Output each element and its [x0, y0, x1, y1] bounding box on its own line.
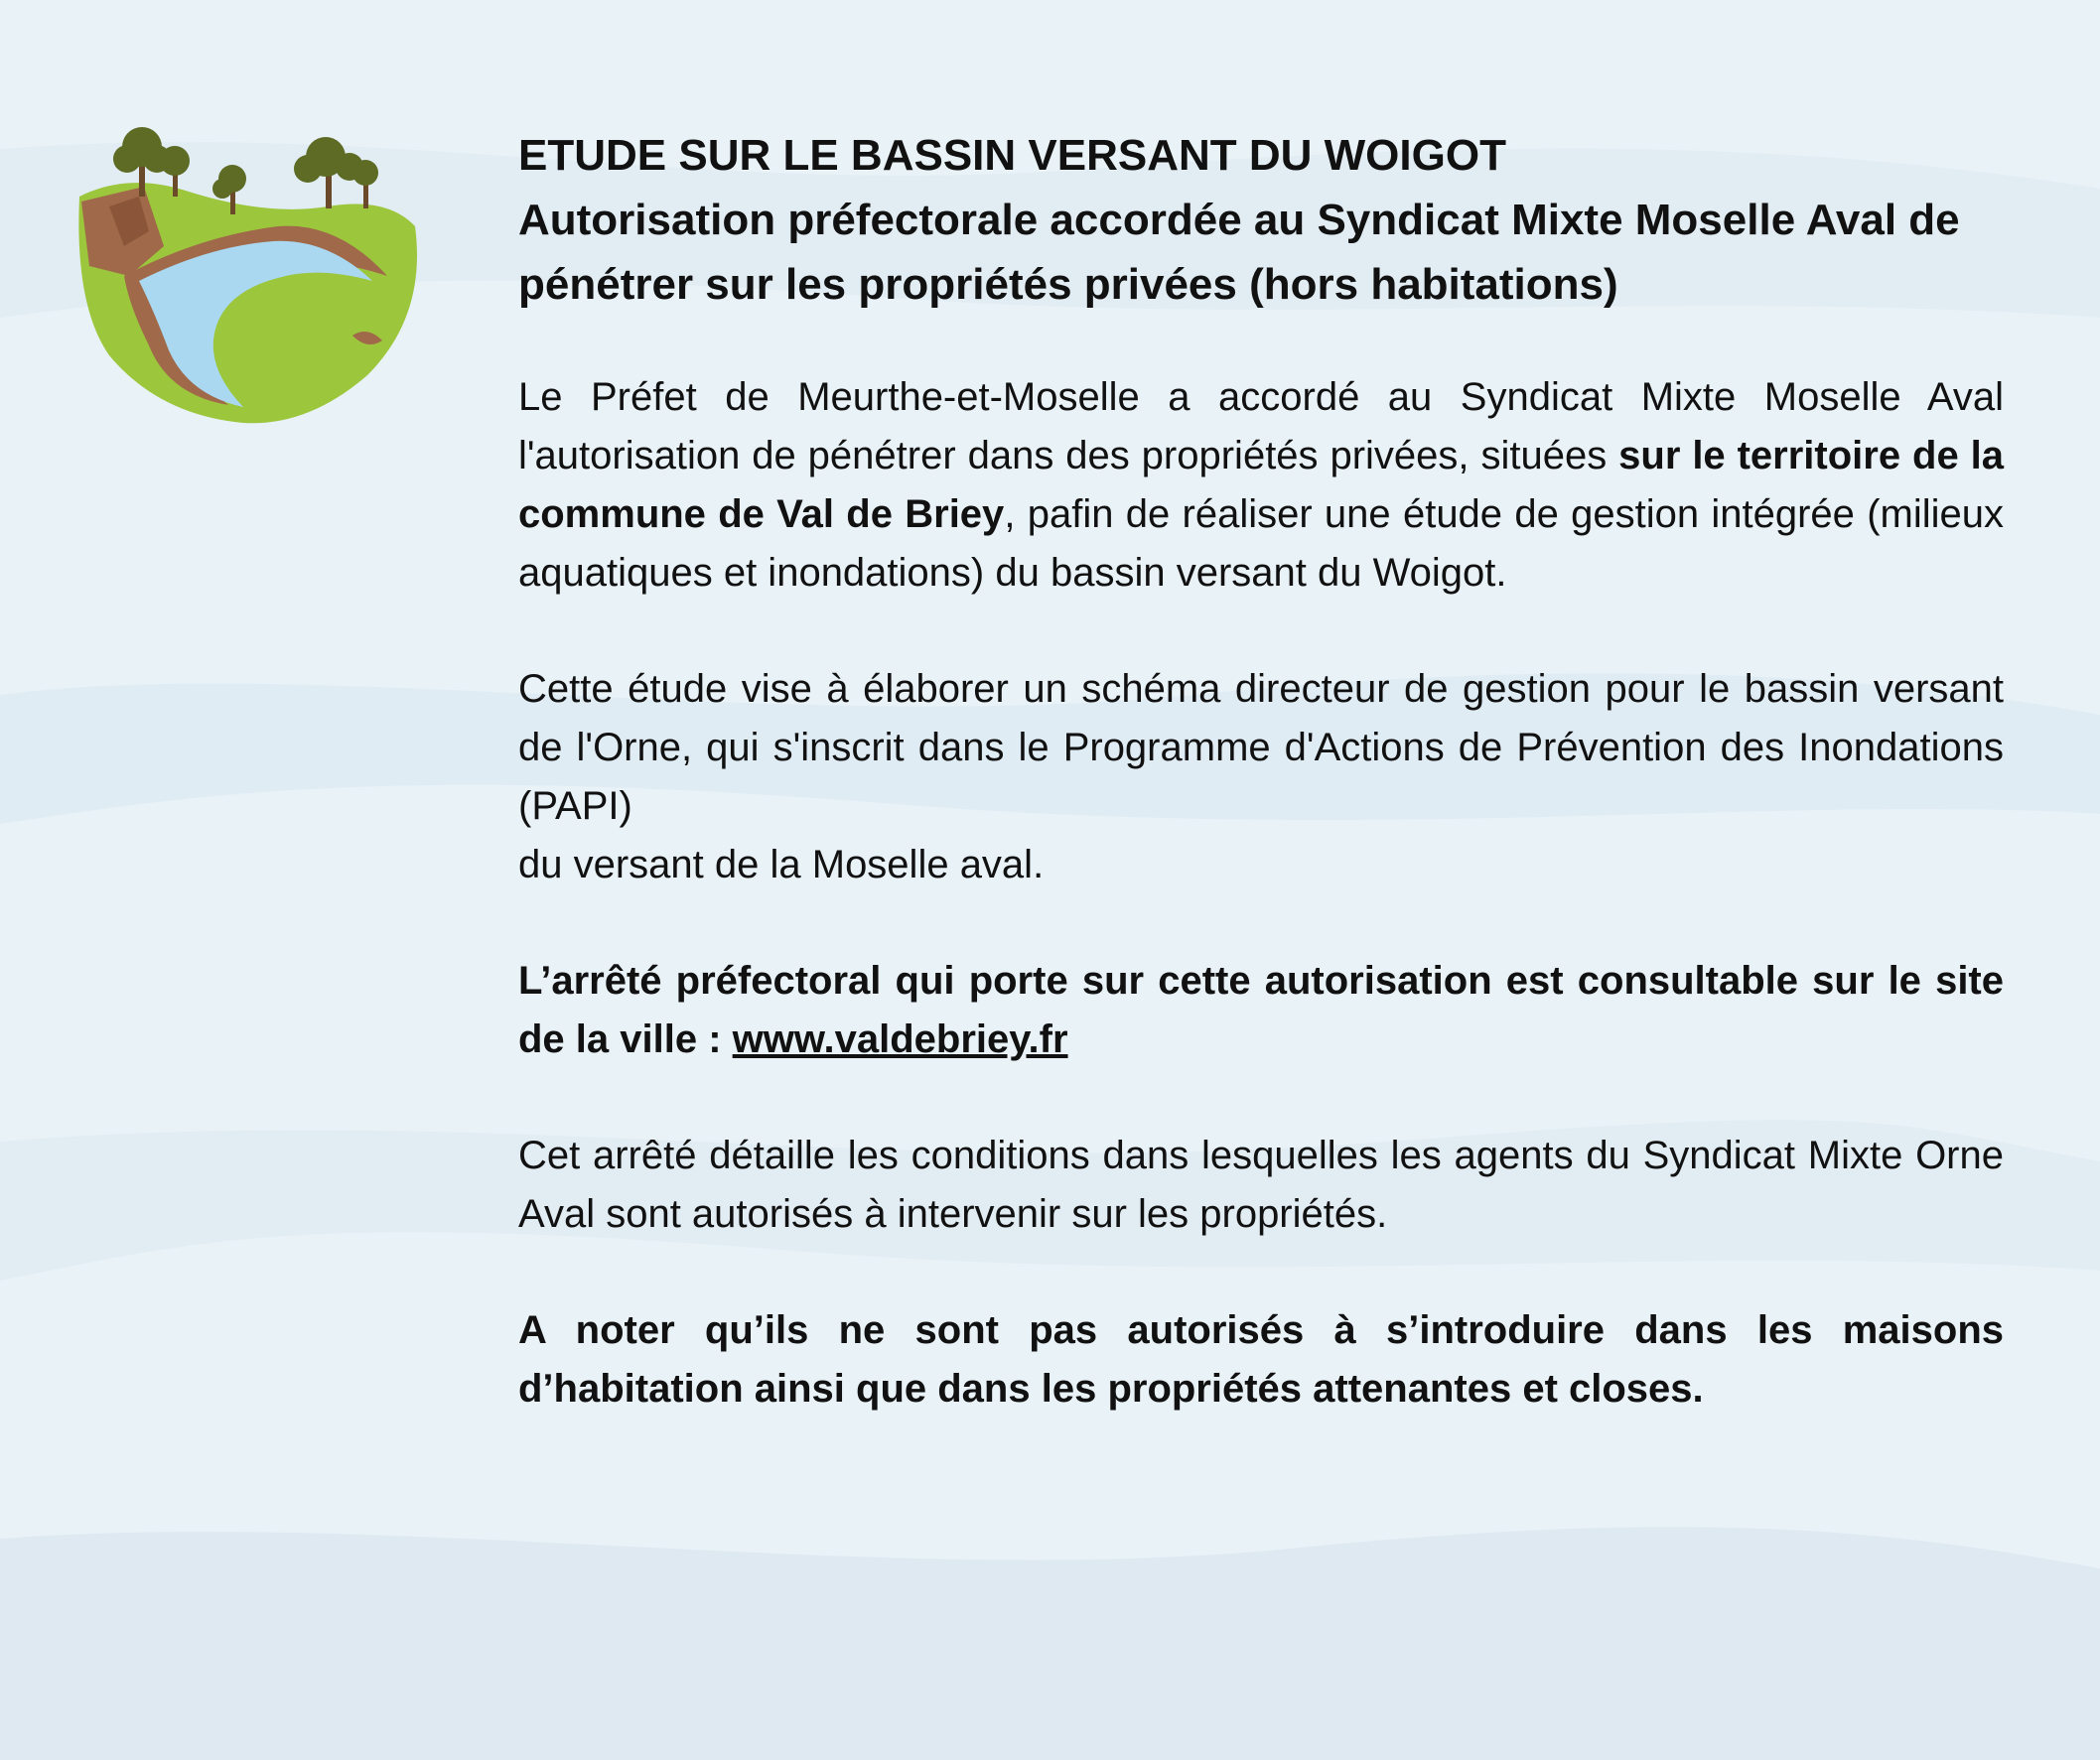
paragraph-4-text: Cet arrêté détaille les conditions dans lesquelles les agents du Syndicat Mixte Orne Aval sont autorisés à intervenir sur les propriétés. — [518, 1134, 2004, 1236]
notice-content — [518, 123, 2004, 1476]
paragraph-3-text: L’arrêté préfectoral qui porte sur cette autorisation est consultable sur le site de la ville : — [518, 959, 2004, 1061]
landscape-river-icon — [70, 117, 427, 435]
title-line-1: ETUDE SUR LE BASSIN VERSANT DU WOIGOT — [518, 131, 1506, 180]
title-line-2: Autorisation préfectorale accordée au Syndicat Mixte Moselle Aval de pénétrer sur les propriétés privées (hors habitations) — [518, 196, 1960, 309]
paragraph-authorisation — [518, 368, 2004, 603]
paragraph-2-text: Cette étude vise à élaborer un schéma directeur de gestion pour le bassin versant de l'Orne, qui s'inscrit dans le Programme d'Actions de Prévention des Inondations (PAPI) — [518, 667, 2004, 828]
paragraph-2-text-line-2: du versant de la Moselle aval. — [518, 843, 1045, 886]
paragraph-conditions — [518, 1127, 2004, 1244]
paragraph-study — [518, 660, 2004, 894]
paragraph-5-text: A noter qu’ils ne sont pas autorisés à s’introduire dans les maisons d’habitation ainsi que dans les propriétés attenantes et closes. — [518, 1308, 2004, 1411]
paragraph-note — [518, 1301, 2004, 1419]
website-link[interactable]: www.valdebriey.fr — [732, 1017, 1068, 1061]
paragraph-1-bold: sur le territoire de la commune de Val de Briey — [518, 434, 2004, 536]
paragraph-1-text-before: Le Préfet de Meurthe-et-Moselle a accordé au Syndicat Mixte Moselle Aval l'autorisation de pénétrer dans des propriétés privées, situées — [518, 375, 2004, 477]
paragraph-arrete — [518, 952, 2004, 1069]
page-title — [518, 123, 2004, 317]
paragraph-1-text-after: , pafin de réaliser une étude de gestion intégrée (milieux aquatiques et inondations) du bassin versant du Woigot. — [518, 492, 2004, 595]
